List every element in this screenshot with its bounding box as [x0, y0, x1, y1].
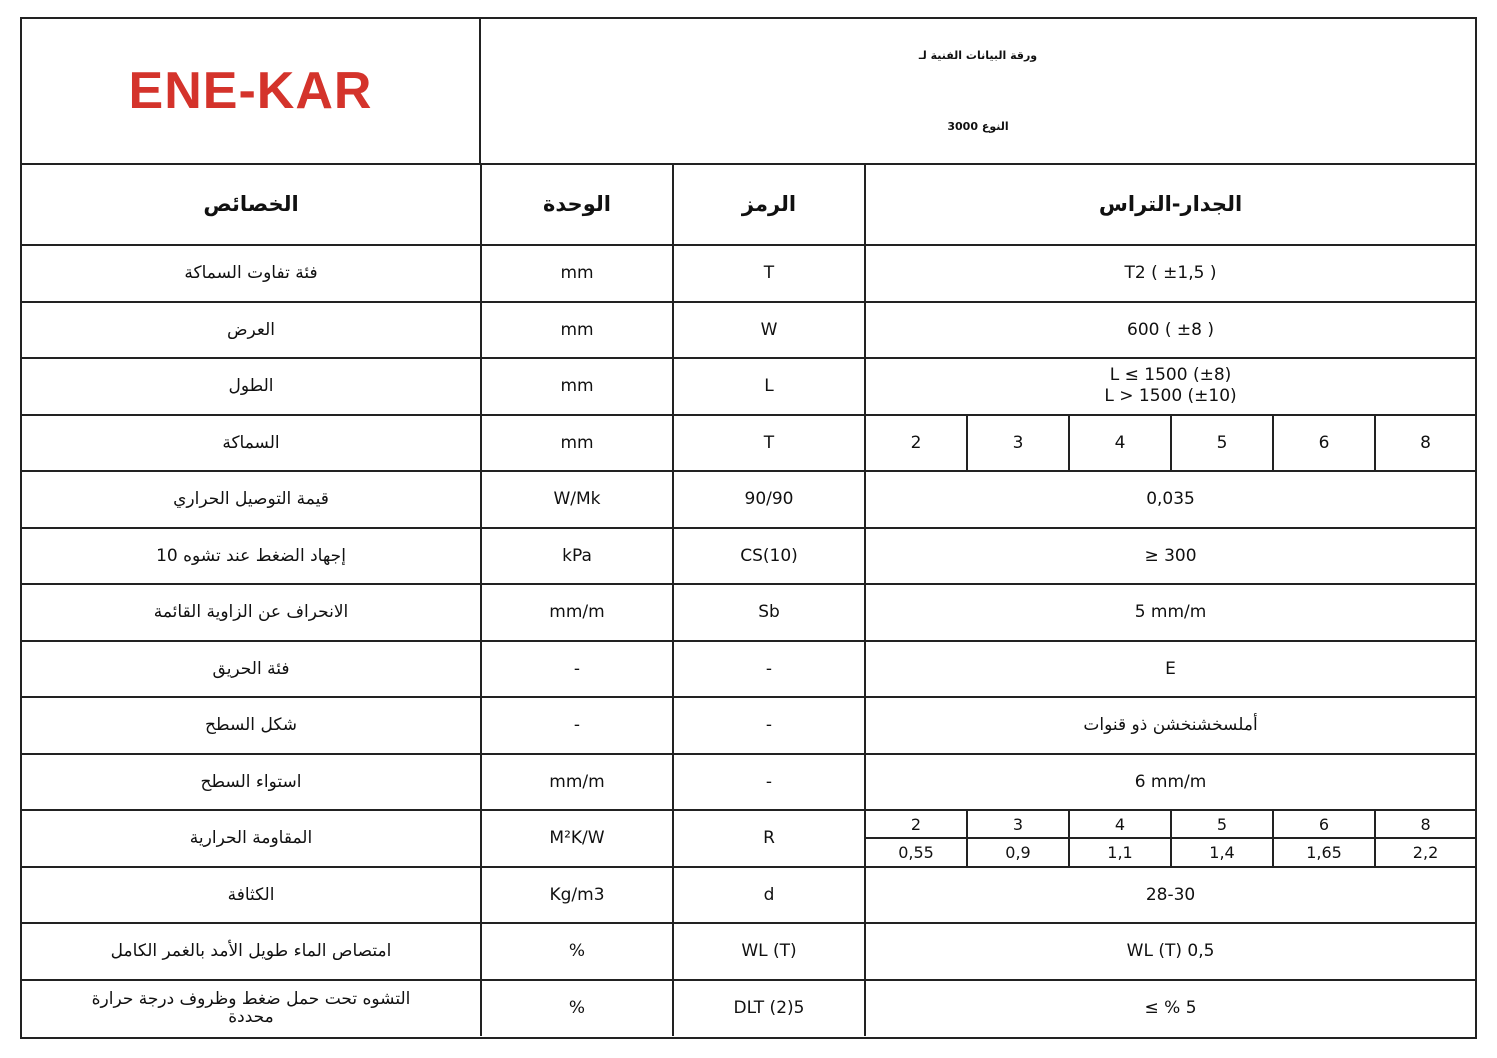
symbol-cell: T	[673, 245, 865, 302]
symbol-cell: d	[673, 867, 865, 924]
unit-cell: mm	[481, 415, 673, 472]
unit-cell: %	[481, 980, 673, 1037]
logo-text: ENE-KAR	[128, 62, 373, 120]
value-cell: 5 mm/m	[865, 584, 1475, 641]
unit-cell: Kg/m3	[481, 867, 673, 924]
table-row	[22, 358, 1475, 415]
thickness-cell: 8	[1375, 415, 1475, 472]
symbol-cell: -	[673, 754, 865, 811]
thickness-cell: 2	[865, 415, 967, 472]
property-cell: شكل السطح	[22, 697, 481, 754]
resistance-cell: 0,9	[967, 838, 1069, 866]
thickness-cell: 6	[1273, 810, 1375, 838]
value-cell: 0,035	[865, 471, 1475, 528]
symbol-cell: DLT (2)5	[673, 980, 865, 1037]
property-line: محددة	[228, 1007, 274, 1028]
value-cell: ≥ 300	[865, 528, 1475, 585]
document-subtitle: النوع 3000	[947, 120, 1009, 133]
thickness-cell: 6	[1273, 415, 1375, 472]
value-cell: ≤ % 5	[865, 980, 1475, 1037]
property-cell: الكثافة	[22, 867, 481, 924]
symbol-cell: -	[673, 697, 865, 754]
thickness-cell: 3	[967, 810, 1069, 838]
property-cell: امتصاص الماء طويل الأمد بالغمر الكامل	[22, 923, 481, 980]
logo	[22, 19, 481, 163]
symbol-cell: R	[673, 810, 865, 867]
symbol-cell: T	[673, 415, 865, 472]
column-header-unit: الوحدة	[481, 163, 673, 245]
table-row	[22, 810, 1475, 838]
resistance-cell: 2,2	[1375, 838, 1475, 866]
unit-cell: mm	[481, 302, 673, 359]
column-header-property: الخصائص	[22, 163, 481, 245]
header	[22, 19, 1475, 165]
property-line: التشوه تحت حمل ضغط وظروف درجة حرارة	[91, 989, 411, 1010]
datasheet	[20, 17, 1477, 1039]
table-row	[22, 245, 1475, 302]
property-cell: قيمة التوصيل الحراري	[22, 471, 481, 528]
table-header-row	[22, 163, 1475, 245]
property-cell	[22, 980, 481, 1037]
property-cell: فئة الحريق	[22, 641, 481, 698]
unit-cell: M²K/W	[481, 810, 673, 867]
unit-cell: kPa	[481, 528, 673, 585]
value-cell: 28-30	[865, 867, 1475, 924]
symbol-cell: Sb	[673, 584, 865, 641]
value-cell: WL (T) 0,5	[865, 923, 1475, 980]
thickness-cell: 4	[1069, 810, 1171, 838]
property-cell: الطول	[22, 358, 481, 415]
column-header-value: الجدار-التراس	[865, 163, 1475, 245]
property-cell: استواء السطح	[22, 754, 481, 811]
document-title: ورقة البيانات الفنية لـ	[918, 49, 1038, 62]
symbol-cell: WL (T)	[673, 923, 865, 980]
table-row	[22, 302, 1475, 359]
table-row	[22, 415, 1475, 472]
unit-cell: W/Mk	[481, 471, 673, 528]
property-cell: العرض	[22, 302, 481, 359]
property-cell: إجهاد الضغط عند تشوه 10	[22, 528, 481, 585]
resistance-cell: 1,4	[1171, 838, 1273, 866]
unit-cell: %	[481, 923, 673, 980]
resistance-cell: 1,65	[1273, 838, 1375, 866]
value-line: L > 1500 (±10)	[1104, 386, 1237, 407]
table-row	[22, 923, 1475, 980]
table-row	[22, 697, 1475, 754]
value-cell	[865, 358, 1475, 415]
unit-cell: mm/m	[481, 584, 673, 641]
value-cell: أملسخشنخشن ذو قنوات	[865, 697, 1475, 754]
table-row	[22, 528, 1475, 585]
column-header-symbol: الرمز	[673, 163, 865, 245]
resistance-cell: 1,1	[1069, 838, 1171, 866]
value-cell: T2 ( ±1,5 )	[865, 245, 1475, 302]
value-line: L ≤ 1500 (±8)	[1109, 365, 1232, 386]
property-cell: المقاومة الحرارية	[22, 810, 481, 867]
property-cell: فئة تفاوت السماكة	[22, 245, 481, 302]
table-row	[22, 641, 1475, 698]
value-cell: 6 mm/m	[865, 754, 1475, 811]
symbol-cell: -	[673, 641, 865, 698]
unit-cell: -	[481, 641, 673, 698]
thickness-cell: 3	[967, 415, 1069, 472]
thickness-cell: 5	[1171, 810, 1273, 838]
unit-cell: -	[481, 697, 673, 754]
value-cell: 600 ( ±8 )	[865, 302, 1475, 359]
property-cell: السماكة	[22, 415, 481, 472]
symbol-cell: W	[673, 302, 865, 359]
thickness-cell: 5	[1171, 415, 1273, 472]
spec-table	[22, 163, 1475, 1036]
property-cell: الانحراف عن الزاوية القائمة	[22, 584, 481, 641]
table-row	[22, 980, 1475, 1037]
symbol-cell: CS(10)	[673, 528, 865, 585]
value-cell: E	[865, 641, 1475, 698]
table-row	[22, 867, 1475, 924]
unit-cell: mm/m	[481, 754, 673, 811]
symbol-cell: 90/90	[673, 471, 865, 528]
thickness-cell: 8	[1375, 810, 1475, 838]
thickness-cell: 2	[865, 810, 967, 838]
symbol-cell: L	[673, 358, 865, 415]
table-row	[22, 754, 1475, 811]
table-row	[22, 584, 1475, 641]
unit-cell: mm	[481, 245, 673, 302]
table-row	[22, 471, 1475, 528]
resistance-cell: 0,55	[865, 838, 967, 866]
unit-cell: mm	[481, 358, 673, 415]
thickness-cell: 4	[1069, 415, 1171, 472]
